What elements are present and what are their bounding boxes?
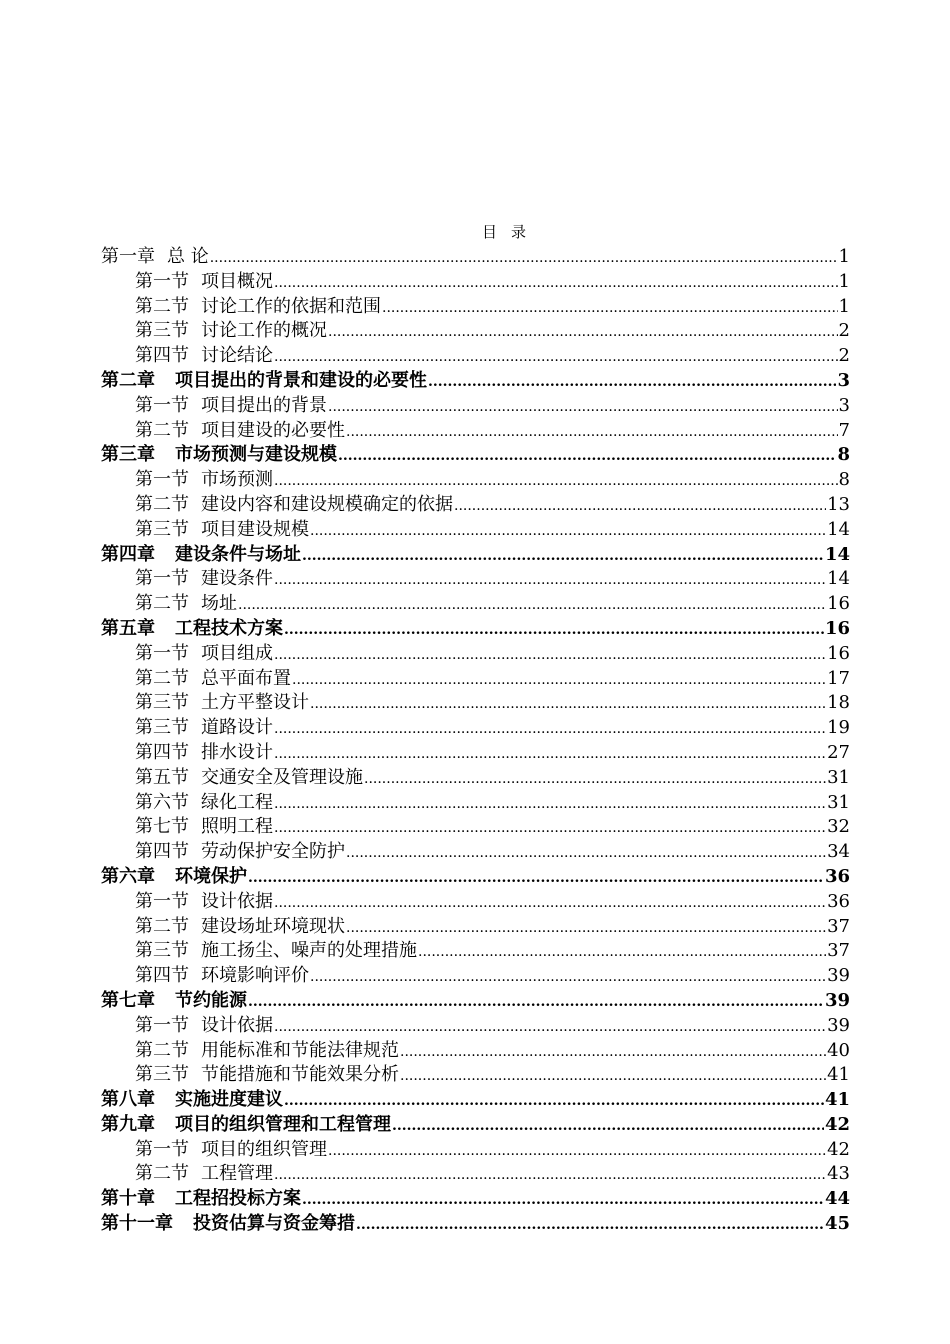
toc-chapter-entry[interactable] xyxy=(101,617,850,642)
toc-entry-number: 第一节 xyxy=(135,642,189,664)
toc-entry-label xyxy=(101,369,427,394)
toc-page-number: 17 xyxy=(827,667,850,689)
toc-entry-label xyxy=(135,394,327,419)
toc-leader-dots xyxy=(454,494,826,518)
toc-entry-number: 第十章 xyxy=(101,1188,155,1210)
toc-entry-label xyxy=(135,592,237,617)
toc-entry-label xyxy=(135,319,327,344)
toc-entry-number: 第三节 xyxy=(135,518,189,540)
toc-entry-label xyxy=(135,766,363,791)
toc-entry-label xyxy=(101,1113,391,1138)
toc-leader-dots xyxy=(400,1040,826,1064)
toc-section-entry[interactable] xyxy=(101,840,850,865)
toc-entry-number: 第一节 xyxy=(135,270,189,292)
toc-entry-title: 绿化工程 xyxy=(201,791,273,813)
toc-entry-title: 项目提出的背景 xyxy=(201,394,327,416)
toc-section-entry[interactable] xyxy=(101,667,850,692)
toc-chapter-entry[interactable] xyxy=(101,443,850,468)
toc-section-entry[interactable] xyxy=(101,419,850,444)
toc-entry-number: 第二节 xyxy=(135,419,189,441)
toc-entry-number: 第二节 xyxy=(135,1039,189,1061)
toc-entry-title: 劳动保护安全防护 xyxy=(201,841,345,863)
toc-chapter-entry[interactable] xyxy=(101,1113,850,1138)
toc-entry-title: 用能标准和节能法律规范 xyxy=(201,1039,399,1061)
toc-entry-number: 第三节 xyxy=(135,1064,189,1086)
toc-leader-dots xyxy=(238,593,826,617)
toc-entry-label xyxy=(135,964,309,989)
toc-section-entry[interactable] xyxy=(101,468,850,493)
toc-entry-label xyxy=(101,1212,355,1237)
toc-entry-title: 环境保护 xyxy=(175,865,247,887)
toc-leader-dots xyxy=(400,1064,826,1088)
toc-entry-label xyxy=(135,939,417,964)
toc-page-number: 16 xyxy=(824,617,850,639)
toc-entry-title: 市场预测 xyxy=(201,469,273,491)
toc-leader-dots xyxy=(274,1163,826,1187)
toc-leader-dots xyxy=(382,296,838,320)
toc-entry-title: 照明工程 xyxy=(201,816,273,838)
toc-section-entry[interactable] xyxy=(101,344,850,369)
toc-entry-number: 第一节 xyxy=(135,568,189,590)
toc-page-number: 18 xyxy=(827,692,850,714)
toc-entry-title: 施工扬尘、噪声的处理措施 xyxy=(201,940,417,962)
toc-page-number: 31 xyxy=(827,791,850,813)
toc-leader-dots xyxy=(346,841,826,865)
toc-section-entry[interactable] xyxy=(101,716,850,741)
toc-page-number: 41 xyxy=(824,1089,850,1111)
toc-page-number: 16 xyxy=(827,593,850,615)
toc-leader-dots xyxy=(338,444,836,468)
toc-entry-label xyxy=(101,1088,283,1113)
toc-entry-title: 节约能源 xyxy=(175,989,247,1011)
toc-entry-number: 第二节 xyxy=(135,295,189,317)
toc-section-entry[interactable] xyxy=(101,1138,850,1163)
toc-section-entry[interactable] xyxy=(101,319,850,344)
toc-entry-number: 第一节 xyxy=(135,1014,189,1036)
toc-entry-number: 第三节 xyxy=(135,940,189,962)
toc-entry-title: 工程技术方案 xyxy=(175,617,283,639)
toc-section-entry[interactable] xyxy=(101,1162,850,1187)
toc-page-number: 2 xyxy=(838,320,850,342)
toc-entry-number: 第八章 xyxy=(101,1089,155,1111)
toc-page-number: 19 xyxy=(827,717,850,739)
toc-section-entry[interactable] xyxy=(101,270,850,295)
toc-entry-label xyxy=(135,915,345,940)
toc-section-entry[interactable] xyxy=(101,493,850,518)
toc-entry-number: 第七章 xyxy=(101,989,155,1011)
toc-entry-label xyxy=(135,890,273,915)
toc-section-entry[interactable] xyxy=(101,592,850,617)
toc-leader-dots xyxy=(364,767,826,791)
toc-page-number: 1 xyxy=(838,246,850,267)
toc-entry-title: 项目建设的必要性 xyxy=(201,419,345,441)
toc-entry-label xyxy=(101,245,209,270)
toc-leader-dots xyxy=(302,544,824,568)
toc-entry-label xyxy=(135,344,273,369)
toc-entry-title: 交通安全及管理设施 xyxy=(201,766,363,788)
toc-entry-label xyxy=(135,642,273,667)
toc-entry-number: 第一节 xyxy=(135,394,189,416)
toc-leader-dots xyxy=(274,816,826,840)
toc-entry-label xyxy=(135,419,345,444)
toc-entry-number: 第一节 xyxy=(135,469,189,491)
toc-page-number: 31 xyxy=(827,766,850,788)
toc-section-entry[interactable] xyxy=(101,766,850,791)
toc-entry-title: 土方平整设计 xyxy=(201,692,309,714)
toc-entry-title: 建设场址环境现状 xyxy=(201,915,345,937)
toc-leader-dots xyxy=(418,940,826,964)
toc-page-number: 14 xyxy=(824,543,850,565)
toc-page-number: 34 xyxy=(827,841,850,863)
toc-leader-dots xyxy=(292,668,826,692)
toc-leader-dots xyxy=(210,246,838,270)
toc-leader-dots xyxy=(328,1139,826,1163)
toc-entry-label xyxy=(135,1014,273,1039)
toc-entry-title: 场址 xyxy=(201,593,237,615)
toc-entry-label xyxy=(101,443,337,468)
toc-entry-number: 第三章 xyxy=(101,444,155,466)
toc-entry-title: 道路设计 xyxy=(201,717,273,739)
toc-entry-number: 第七节 xyxy=(135,816,189,838)
toc-section-entry[interactable] xyxy=(101,964,850,989)
toc-leader-dots xyxy=(274,792,826,816)
toc-entry-title: 设计依据 xyxy=(201,1014,273,1036)
toc-entry-title: 环境影响评价 xyxy=(201,965,309,987)
toc-entry-label xyxy=(135,815,273,840)
toc-page-number: 7 xyxy=(838,419,850,441)
toc-entry-title: 项目概况 xyxy=(201,270,273,292)
toc-entry-label xyxy=(135,1162,273,1187)
toc-page-number: 3 xyxy=(838,394,850,416)
toc-entry-label xyxy=(101,989,247,1014)
toc-chapter-entry[interactable] xyxy=(101,1088,850,1113)
toc-leader-dots xyxy=(346,420,838,444)
toc-page-number: 36 xyxy=(824,865,850,887)
toc-leader-dots xyxy=(248,866,824,890)
toc-page-number: 45 xyxy=(824,1213,850,1235)
toc-leader-dots xyxy=(310,519,826,543)
toc-page-number: 1 xyxy=(838,270,850,292)
toc-entry-label xyxy=(135,840,345,865)
toc-entry-label xyxy=(135,493,453,518)
toc-entry-number: 第三节 xyxy=(135,320,189,342)
toc-leader-dots xyxy=(284,1089,824,1113)
toc-leader-dots xyxy=(310,692,826,716)
toc-entry-label xyxy=(101,543,301,568)
toc-section-entry[interactable] xyxy=(101,939,850,964)
toc-entry-number: 第六章 xyxy=(101,865,155,887)
toc-entry-title: 工程招投标方案 xyxy=(175,1188,301,1210)
toc-entry-title: 建设内容和建设规模确定的依据 xyxy=(201,493,453,515)
toc-leader-dots xyxy=(274,345,838,369)
toc-chapter-entry[interactable] xyxy=(101,369,850,394)
toc-chapter-entry[interactable] xyxy=(101,1187,850,1212)
toc-section-entry[interactable] xyxy=(101,1039,850,1064)
toc-entry-label xyxy=(135,716,273,741)
toc-entry-number: 第五节 xyxy=(135,766,189,788)
toc-entry-number: 第十一章 xyxy=(101,1213,173,1235)
toc-entry-number: 第二节 xyxy=(135,493,189,515)
toc-page-number: 40 xyxy=(827,1039,850,1061)
toc-page-number: 13 xyxy=(827,493,850,515)
toc-entry-number: 第四节 xyxy=(135,345,189,367)
toc-page-number: 42 xyxy=(827,1138,850,1160)
toc-entry-number: 第二节 xyxy=(135,915,189,937)
toc-section-entry[interactable] xyxy=(101,295,850,320)
toc-page-number: 8 xyxy=(837,444,850,466)
toc-entry-number: 第四节 xyxy=(135,741,189,763)
toc-title: 目录 xyxy=(481,223,540,241)
toc-page-number: 8 xyxy=(838,469,850,491)
toc-entry-number: 第五章 xyxy=(101,617,155,639)
toc-chapter-entry[interactable] xyxy=(101,989,850,1014)
toc-entry-title: 讨论结论 xyxy=(201,345,273,367)
toc-section-entry[interactable] xyxy=(101,791,850,816)
toc-entry-label xyxy=(135,567,273,592)
toc-entry-number: 第四节 xyxy=(135,965,189,987)
toc-entry-label xyxy=(101,617,283,642)
toc-entry-label xyxy=(135,468,273,493)
toc-leader-dots xyxy=(428,370,836,394)
toc-leader-dots xyxy=(274,891,826,915)
toc-leader-dots xyxy=(356,1213,824,1237)
toc-leader-dots xyxy=(274,717,826,741)
toc-page-number: 1 xyxy=(838,295,850,317)
toc-section-entry[interactable] xyxy=(101,642,850,667)
toc-page-number: 27 xyxy=(827,741,850,763)
toc-entry-number: 第一节 xyxy=(135,1138,189,1160)
toc-leader-dots xyxy=(310,965,826,989)
toc-entry-number: 第二节 xyxy=(135,1163,189,1185)
toc-entry-title: 建设条件与场址 xyxy=(175,543,301,565)
toc-entry-number: 第二章 xyxy=(101,369,155,391)
toc-entry-number: 第三节 xyxy=(135,717,189,739)
toc-entry-label xyxy=(101,865,247,890)
toc-chapter-entry[interactable] xyxy=(101,865,850,890)
toc-section-entry[interactable] xyxy=(101,890,850,915)
toc-entry-number: 第一节 xyxy=(135,890,189,912)
toc-page-number: 39 xyxy=(827,1014,850,1036)
toc-entry-label xyxy=(135,1138,327,1163)
toc-entry-title: 总平面布置 xyxy=(201,667,291,689)
toc-page-number: 42 xyxy=(824,1113,850,1135)
toc-leader-dots xyxy=(274,568,826,592)
toc-entry-label xyxy=(135,741,273,766)
toc-entry-number: 第一章 xyxy=(101,246,155,267)
toc-entry-title: 投资估算与资金筹措 xyxy=(193,1213,355,1235)
toc-section-entry[interactable] xyxy=(101,915,850,940)
toc-entry-title: 总 论 xyxy=(167,246,209,267)
toc-page-number: 2 xyxy=(838,345,850,367)
table-of-contents xyxy=(101,245,850,1237)
toc-entry-title: 排水设计 xyxy=(201,741,273,763)
toc-chapter-entry[interactable] xyxy=(101,543,850,568)
toc-leader-dots xyxy=(274,271,838,295)
toc-leader-dots xyxy=(274,469,838,493)
toc-page-number: 14 xyxy=(827,568,850,590)
toc-page-number: 3 xyxy=(837,369,850,391)
toc-entry-title: 节能措施和节能效果分析 xyxy=(201,1064,399,1086)
toc-entry-number: 第四章 xyxy=(101,543,155,565)
toc-entry-title: 项目的组织管理和工程管理 xyxy=(175,1113,391,1135)
toc-section-entry[interactable] xyxy=(101,691,850,716)
toc-page-number: 39 xyxy=(827,965,850,987)
toc-leader-dots xyxy=(284,618,824,642)
toc-page-number: 41 xyxy=(827,1064,850,1086)
toc-entry-label xyxy=(135,667,291,692)
toc-entry-label xyxy=(135,1039,399,1064)
toc-chapter-entry[interactable] xyxy=(101,1212,850,1237)
toc-leader-dots xyxy=(274,742,826,766)
toc-entry-number: 第六节 xyxy=(135,791,189,813)
toc-entry-label xyxy=(135,270,273,295)
toc-page-number: 36 xyxy=(827,890,850,912)
toc-entry-number: 第二节 xyxy=(135,667,189,689)
toc-leader-dots xyxy=(274,643,826,667)
toc-entry-label xyxy=(101,1187,301,1212)
toc-entry-number: 第三节 xyxy=(135,692,189,714)
toc-page-number: 16 xyxy=(827,642,850,664)
toc-entry-title: 项目的组织管理 xyxy=(201,1138,327,1160)
toc-page-number: 39 xyxy=(824,989,850,1011)
toc-leader-dots xyxy=(328,395,838,419)
toc-section-entry[interactable] xyxy=(101,815,850,840)
toc-page-number: 14 xyxy=(827,518,850,540)
toc-section-entry[interactable] xyxy=(101,394,850,419)
toc-entry-number: 第九章 xyxy=(101,1113,155,1135)
toc-entry-label xyxy=(135,1063,399,1088)
toc-entry-title: 市场预测与建设规模 xyxy=(175,444,337,466)
toc-page-number: 37 xyxy=(827,940,850,962)
toc-leader-dots xyxy=(328,320,838,344)
toc-entry-title: 讨论工作的依据和范围 xyxy=(201,295,381,317)
toc-chapter-entry[interactable] xyxy=(101,245,850,270)
toc-page-number: 43 xyxy=(827,1163,850,1185)
toc-entry-number: 第二节 xyxy=(135,593,189,615)
toc-entry-title: 项目提出的背景和建设的必要性 xyxy=(175,369,427,391)
toc-leader-dots xyxy=(392,1114,824,1138)
toc-entry-label xyxy=(135,691,309,716)
toc-leader-dots xyxy=(346,916,826,940)
toc-entry-title: 建设条件 xyxy=(201,568,273,590)
toc-entry-title: 工程管理 xyxy=(201,1163,273,1185)
toc-leader-dots xyxy=(302,1188,824,1212)
toc-entry-label xyxy=(135,295,381,320)
toc-page-number: 37 xyxy=(827,915,850,937)
toc-entry-number: 第四节 xyxy=(135,841,189,863)
toc-section-entry[interactable] xyxy=(101,518,850,543)
toc-entry-label xyxy=(135,518,309,543)
toc-section-entry[interactable] xyxy=(101,741,850,766)
toc-page-number: 32 xyxy=(827,816,850,838)
toc-entry-title: 项目组成 xyxy=(201,642,273,664)
toc-entry-title: 项目建设规模 xyxy=(201,518,309,540)
toc-page-number: 44 xyxy=(824,1188,850,1210)
toc-entry-title: 设计依据 xyxy=(201,890,273,912)
toc-leader-dots xyxy=(248,990,824,1014)
toc-section-entry[interactable] xyxy=(101,567,850,592)
toc-entry-label xyxy=(135,791,273,816)
toc-section-entry[interactable] xyxy=(101,1063,850,1088)
toc-entry-title: 讨论工作的概况 xyxy=(201,320,327,342)
toc-leader-dots xyxy=(274,1015,826,1039)
toc-entry-title: 实施进度建议 xyxy=(175,1089,283,1111)
toc-section-entry[interactable] xyxy=(101,1014,850,1039)
